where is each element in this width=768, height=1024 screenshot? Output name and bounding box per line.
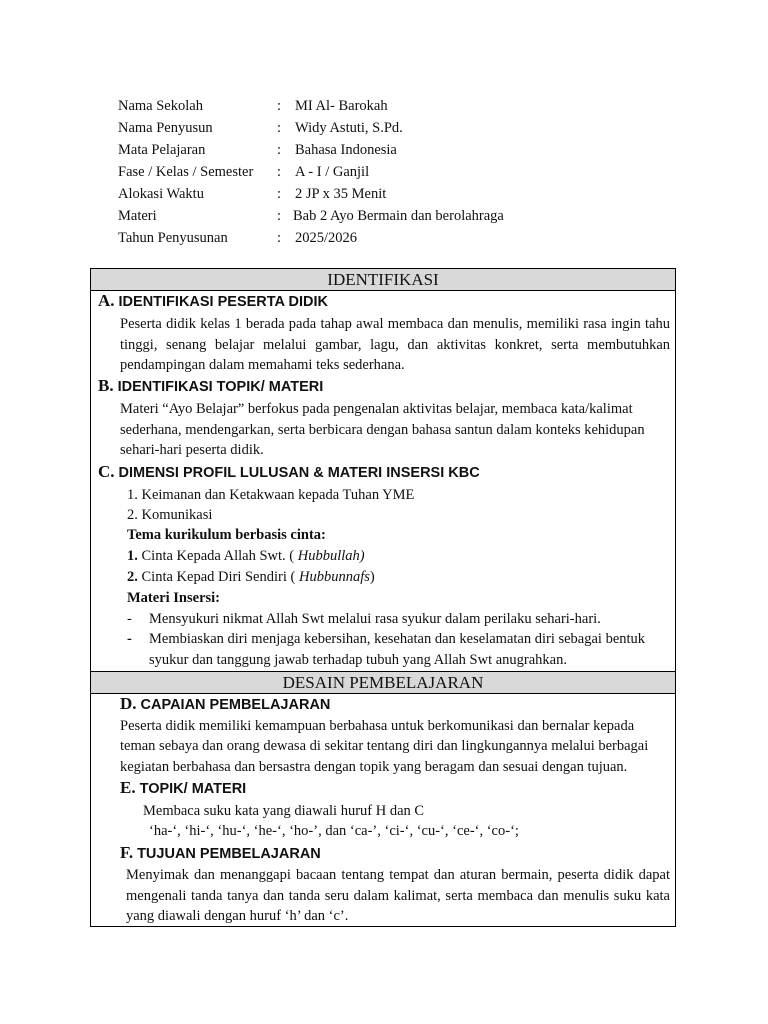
info-colon: : xyxy=(277,164,282,180)
section-a-text: Peserta didik kelas 1 berada pada tahap awal membaca dan menulis, memiliki rasa ingin tahu tinggi, senang belajar melalui gambar, lagu, dan aktivitas konkret, serta membutuhkan pendampingan dalam memahami teks sederhana. xyxy=(120,316,670,373)
info-label: Fase / Kelas / Semester xyxy=(118,164,254,180)
insersi-heading: Materi Insersi: xyxy=(127,590,221,606)
section-title: TUJUAN PEMBELAJARAN xyxy=(137,846,321,862)
info-label: Alokasi Waktu xyxy=(118,186,204,202)
section-title: CAPAIAN PEMBELAJARAN xyxy=(140,697,331,713)
section-title: DIMENSI PROFIL LULUSAN & MATERI INSERSI KBC xyxy=(118,465,480,481)
section-f-heading xyxy=(120,843,321,863)
section-b-text: Materi “Ayo Belajar” berfokus pada pengenalan aktivitas belajar, membaca kata/kalimat sederhana, mendengarkan, serta berbicara dengan bahasa santun dalam konteks kehidupan sehari-hari peserta didik. xyxy=(120,401,645,458)
tema-tail: ) xyxy=(369,569,375,585)
capaian-line: kegiatan berbahasa dan bersastra dengan topik yang beragam dan sesuai dengan tujuan. xyxy=(120,759,628,775)
desain-heading: DESAIN PEMBELAJARAN xyxy=(91,671,675,694)
info-value: 2025/2026 xyxy=(295,230,358,246)
section-e-heading xyxy=(120,778,246,798)
insersi-item: Membiaskan diri menjaga kebersihan, kesehatan dan keselamatan diri sebagai bentuk xyxy=(149,631,646,647)
tema-item xyxy=(127,546,365,566)
section-letter: E. xyxy=(120,778,136,797)
section-letter: F. xyxy=(120,843,134,862)
section-letter: D. xyxy=(120,694,137,713)
section-d-heading xyxy=(120,694,330,714)
section-letter: A. xyxy=(98,291,115,310)
section-letter: C. xyxy=(98,462,115,481)
insersi-dash: - xyxy=(127,631,132,647)
capaian-line: teman sebaya dan orang dewasa di sekitar tentang diri dan lingkungannya melalui berbagai xyxy=(120,738,649,754)
topik-line: ‘ha-‘, ‘hi-‘, ‘hu-‘, ‘he-‘, ‘ho-’, dan ‘ca-’, ‘ci-‘, ‘cu-‘, ‘ce-‘, ‘co-‘; xyxy=(149,823,519,839)
section-letter: B. xyxy=(98,376,114,395)
info-colon: : xyxy=(277,120,282,136)
lesson-plan-table xyxy=(90,268,676,927)
tema-italic: Hubbullah) xyxy=(294,548,365,564)
info-label: Nama Sekolah xyxy=(118,98,203,114)
tema-italic: Hubbunnafs xyxy=(295,569,370,585)
section-title: TOPIK/ MATERI xyxy=(139,781,247,797)
section-a-heading xyxy=(98,291,328,311)
tujuan-text: Menyimak dan menanggapi bacaan tentang tempat dan aturan bermain, peserta didik dapat mengenali tanda tanya dan tanda seru dalam kalimat, serta membaca dan menulis suku kata yang diawali dengan huruf ‘h’ dan ‘c’. xyxy=(126,867,670,924)
topik-line: Membaca suku kata yang diawali huruf H dan C xyxy=(143,803,425,819)
info-colon: : xyxy=(277,142,282,158)
info-label: Nama Penyusun xyxy=(118,120,213,136)
section-title: IDENTIFIKASI TOPIK/ MATERI xyxy=(117,379,324,395)
info-value: Bahasa Indonesia xyxy=(295,142,397,158)
info-value: Widy Astuti, S.Pd. xyxy=(295,120,403,136)
section-c-heading xyxy=(98,462,480,482)
capaian-line: Peserta didik memiliki kemampuan berbahasa untuk berkomunikasi dan bernalar kepada xyxy=(120,718,635,734)
info-label: Mata Pelajaran xyxy=(118,142,206,158)
section-b-heading xyxy=(98,376,323,396)
dimensi-item: 1. Keimanan dan Ketakwaan kepada Tuhan YME xyxy=(127,487,415,503)
info-value: A - I / Ganjil xyxy=(295,164,370,180)
info-colon: : xyxy=(277,208,282,224)
tema-number: 2. xyxy=(127,569,138,585)
info-value: Bab 2 Ayo Bermain dan berolahraga xyxy=(293,208,504,224)
tema-number: 1. xyxy=(127,548,138,564)
tema-item xyxy=(127,567,375,587)
insersi-item-cont: syukur dan tanggung jawab terhadap tubuh yang Allah Swt anugrahkan. xyxy=(149,652,567,668)
info-value: 2 JP x 35 Menit xyxy=(295,186,387,202)
identifikasi-heading: IDENTIFIKASI xyxy=(91,269,675,291)
tema-heading: Tema kurikulum berbasis cinta: xyxy=(127,527,326,543)
insersi-dash: - xyxy=(127,611,132,627)
dimensi-item: 2. Komunikasi xyxy=(127,507,213,523)
insersi-item: Mensyukuri nikmat Allah Swt melalui rasa syukur dalam perilaku sehari-hari. xyxy=(149,611,601,627)
info-colon: : xyxy=(277,230,282,246)
info-label: Materi xyxy=(118,208,157,224)
info-value: MI Al- Barokah xyxy=(295,98,388,114)
tema-text: Cinta Kepad Diri Sendiri ( xyxy=(141,569,296,585)
info-colon: : xyxy=(277,98,282,114)
tema-text: Cinta Kepada Allah Swt. ( xyxy=(141,548,295,564)
info-colon: : xyxy=(277,186,282,202)
info-label: Tahun Penyusunan xyxy=(118,230,228,246)
section-title: IDENTIFIKASI PESERTA DIDIK xyxy=(118,294,328,310)
